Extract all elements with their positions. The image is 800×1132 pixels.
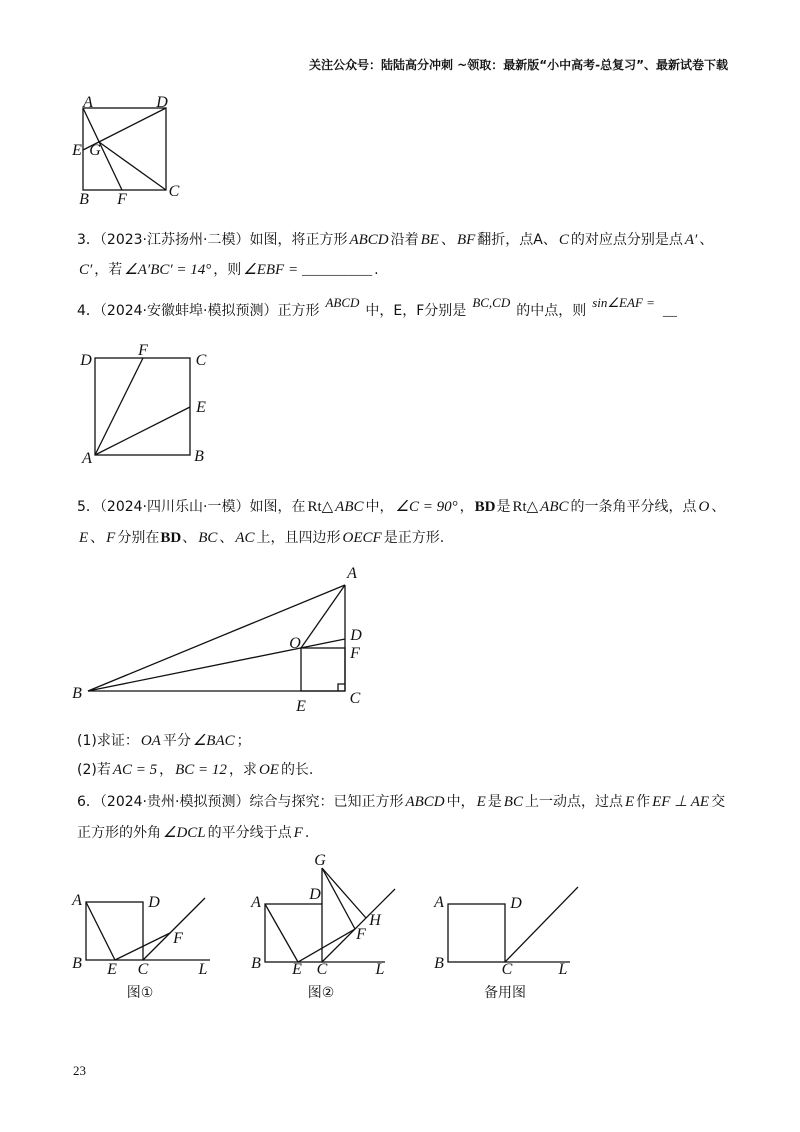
label-l: L [558, 961, 568, 978]
q6-number: 6． [77, 794, 100, 810]
label-e: E [296, 698, 306, 715]
q4-math: ABCD [325, 295, 360, 310]
q4-number: 4． [77, 303, 100, 319]
q5-math: BC [198, 530, 218, 546]
label-c: C [349, 690, 361, 707]
q3-math: BF [456, 232, 476, 248]
q5-text: 、 [711, 499, 726, 515]
label-b: B [194, 448, 204, 465]
q5-text: 的长. [280, 762, 314, 778]
q5-math: Rt△ [307, 499, 334, 515]
q6-text: 正方形的外角 [77, 825, 161, 841]
page-number: 23 [73, 1063, 86, 1078]
page-header: 关注公众号：陆陆高分冲刺 ~领取：最新版“小中高考-总复习”、最新试卷下载 [309, 58, 728, 72]
q5-text: ； [236, 733, 251, 749]
q3-line-2 [77, 260, 379, 280]
q3-source: （2023·江苏扬州·二模） [99, 232, 250, 248]
q3-math: ∠A′BC′ = 14° [124, 262, 212, 278]
label-d: D [350, 627, 362, 644]
q5-line-2 [77, 528, 444, 548]
figure-caption-2: 图② [307, 985, 335, 1001]
label-b: B [251, 955, 261, 972]
q6-math: ∠DCL [163, 825, 206, 841]
q5-source: （2024·四川乐山·一模） [99, 499, 250, 515]
segment-gh [322, 868, 366, 918]
q4-text: 中，E，F分别是 [365, 303, 467, 319]
label-c: C [168, 183, 180, 200]
figure-q4-square [75, 342, 210, 466]
q5-text: ， [459, 499, 474, 515]
label-e: E [72, 142, 82, 159]
q5-math: BC = 12 [175, 762, 227, 778]
label-a: A [347, 565, 357, 582]
q5-part-2 [77, 760, 313, 780]
q5-math: E [79, 530, 89, 546]
q5-text: ，求 [228, 762, 257, 778]
q5-part-label: (1)求证： [77, 733, 139, 749]
q3-text: 、 [699, 232, 714, 248]
q5-text: 上，且四边形 [256, 530, 341, 546]
q4-math: sin∠EAF = [592, 295, 655, 310]
q3-text: ，若 [94, 262, 123, 278]
figure-q5-triangle [65, 562, 370, 717]
segment-gf [322, 868, 355, 929]
q6-source: （2024·贵州·模拟预测） [99, 794, 250, 810]
q6-line-2 [77, 823, 309, 843]
q6-text: . [304, 825, 310, 841]
label-o: O [289, 635, 301, 652]
q3-math: ABCD [349, 232, 389, 248]
label-f: F [350, 645, 360, 662]
q6-math: EF ⊥ AE [652, 794, 710, 810]
q5-text: 、 [219, 530, 234, 546]
q5-text: 的一条角平分线，点 [570, 499, 697, 515]
q4-line [77, 295, 679, 321]
label-f: F [173, 930, 183, 947]
q5-text: 、 [90, 530, 105, 546]
q6-text: 上一动点，过点 [524, 794, 623, 810]
label-b: B [72, 955, 82, 972]
label-g: G [314, 852, 326, 869]
label-a: A [72, 892, 82, 909]
label-e: E [107, 961, 117, 978]
q6-math: E [476, 794, 486, 810]
label-a: A [82, 450, 92, 467]
square-abcd [86, 902, 143, 960]
q6-text: 交 [711, 794, 726, 810]
label-a: A [434, 894, 444, 911]
label-f: F [117, 191, 127, 208]
q6-math: BC [503, 794, 523, 810]
label-c: C [195, 352, 207, 369]
q3-math: C [558, 232, 569, 248]
q6-text: 是 [487, 794, 502, 810]
label-d: D [309, 886, 321, 903]
q5-text: 平分 [162, 733, 191, 749]
q5-text: ， [159, 762, 174, 778]
q5-math: OE [258, 762, 279, 778]
label-l: L [198, 961, 208, 978]
label-h: H [369, 912, 381, 929]
q6-line-1 [77, 792, 725, 812]
q5-text: 是正方形. [383, 530, 445, 546]
q5-math: ABC [335, 499, 364, 515]
q5-math: O [698, 499, 710, 515]
q6-text: 综合与探究：已知正方形 [249, 794, 404, 810]
square-abcd [448, 904, 505, 962]
q3-answer-blank: __________ [302, 263, 373, 278]
q4-text: 的中点，则 [516, 303, 587, 319]
label-d: D [80, 352, 92, 369]
q5-math: ∠BAC [192, 733, 235, 749]
q5-math: BD [474, 499, 496, 515]
label-b: B [72, 685, 82, 702]
label-g: G [89, 142, 101, 159]
q5-text: 分别在 [117, 530, 160, 546]
segment-ae [86, 902, 115, 960]
label-e: E [196, 399, 206, 416]
q5-math: ∠C = 90° [395, 499, 458, 515]
label-c: C [316, 961, 328, 978]
label-d: D [156, 94, 168, 111]
label-a: A [83, 94, 93, 111]
figure-square-top [68, 92, 183, 209]
label-d: D [510, 895, 522, 912]
q4-source: （2024·安徽蚌埠·模拟预测） [99, 303, 278, 319]
label-b: B [434, 955, 444, 972]
label-c: C [501, 961, 513, 978]
q3-text: 翻折，点A、 [477, 232, 557, 248]
q3-line-1 [77, 230, 713, 250]
q3-text: 、 [440, 232, 455, 248]
q4-text: 正方形 [277, 303, 320, 319]
label-l: L [375, 961, 385, 978]
segment-ae [265, 904, 298, 962]
q6-text: 中， [446, 794, 475, 810]
q5-text: 、 [182, 530, 197, 546]
q5-math: F [106, 530, 116, 546]
label-b: B [79, 191, 89, 208]
figure-q6-1 [71, 892, 210, 978]
label-c: C [137, 961, 149, 978]
q3-text: 的对应点分别是点 [570, 232, 683, 248]
q6-math: E [624, 794, 635, 810]
label-f: F [356, 926, 366, 943]
figure-q6-spare [433, 887, 578, 978]
q5-text: 如图，在 [249, 499, 306, 515]
q3-math: BE [420, 232, 439, 248]
label-f: F [138, 342, 148, 359]
segment-af [95, 358, 143, 455]
q5-math: BD [160, 530, 182, 546]
q6-math: F [293, 825, 303, 841]
q3-text: ，则 [213, 262, 242, 278]
label-a: A [251, 894, 261, 911]
segment-gc [99, 142, 166, 190]
q5-line-1 [77, 497, 725, 517]
segment-bd [88, 639, 345, 691]
q5-math: AC [235, 530, 255, 546]
segment-ae [95, 407, 190, 455]
q5-part-1 [77, 731, 251, 751]
q5-text: 中， [365, 499, 394, 515]
q5-math: ABC [540, 499, 569, 515]
q4-answer-blank: __ [662, 304, 677, 319]
figure-q6-2 [250, 852, 395, 978]
figure-caption-1: 图① [126, 985, 154, 1001]
q5-math: OECF [342, 530, 382, 546]
square-abcd [95, 358, 190, 455]
segment-ab [88, 585, 345, 691]
q6-text: 的平分线于点 [207, 825, 292, 841]
right-angle-mark [338, 684, 345, 691]
q6-math: ABCD [405, 794, 445, 810]
q5-part-label: (2)若 [77, 762, 111, 778]
q4-math: BC,CD [472, 295, 511, 310]
q3-text: 如图，将正方形 [249, 232, 348, 248]
q5-number: 5． [77, 499, 100, 515]
figure-caption-spare: 备用图 [484, 985, 526, 1001]
q3-math: A′ [684, 232, 698, 248]
q5-math: Rt△ [512, 499, 539, 515]
q3-math: ∠EBF = [243, 262, 299, 278]
q5-math: AC = 5 [112, 762, 158, 778]
q3-number: 3． [77, 232, 100, 248]
q5-math: OA [140, 733, 161, 749]
q3-text: 沿着 [390, 232, 419, 248]
q3-math: C′ [79, 262, 93, 278]
label-e: E [292, 961, 302, 978]
q6-text: 作 [636, 794, 651, 810]
q3-text: . [374, 262, 379, 278]
label-d: D [148, 894, 160, 911]
figure-q6-group [65, 850, 590, 980]
q5-text: 是 [496, 499, 511, 515]
